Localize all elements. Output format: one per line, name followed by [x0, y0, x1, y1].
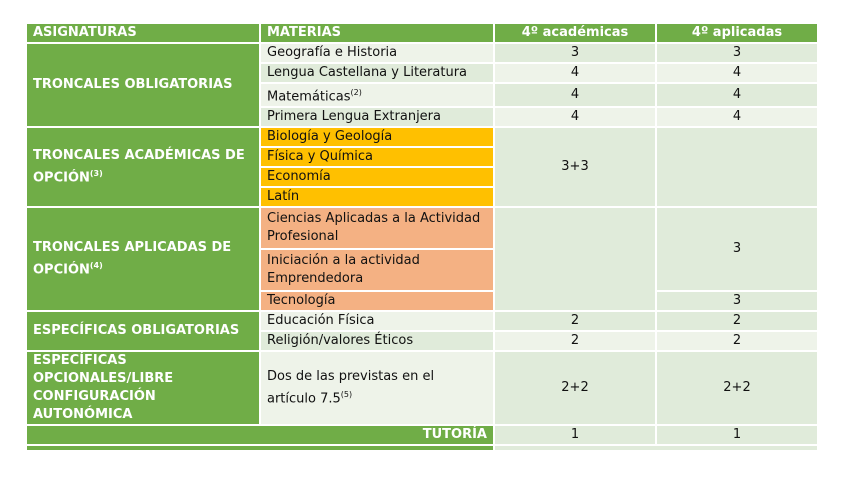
table-row [26, 351, 818, 425]
subject-matematicas [260, 83, 494, 107]
header-academicas: 4º académicas [494, 23, 656, 43]
group-troncales-aplicadas-label: TRONCALES APLICADAS DE OPCIÓN [33, 240, 232, 278]
subject-ciencias-aplicadas: Ciencias Aplicadas a la Actividad Profesional [260, 207, 494, 249]
value-primera-lengua-academicas: 4 [494, 107, 656, 127]
table-row [26, 127, 818, 147]
group-troncales-academicas-label: TRONCALES ACADÉMICAS DE OPCIÓN [33, 148, 245, 186]
value-geografia-academicas: 3 [494, 43, 656, 63]
value-lengua-academicas: 4 [494, 63, 656, 83]
value-academicas-opcion: 3+3 [494, 127, 656, 207]
value-matematicas-academicas: 4 [494, 83, 656, 107]
value-tecnologia-aplicadas: 3 [656, 291, 818, 311]
header-asignaturas: ASIGNATURAS [26, 23, 260, 43]
table-row [26, 207, 818, 249]
footnote-marker: (4) [89, 261, 103, 271]
value-academicas-opcion-aplicadas-empty [656, 127, 818, 207]
value-geografia-aplicadas: 3 [656, 43, 818, 63]
subject-latin: Latín [260, 187, 494, 207]
subject-primera-lengua: Primera Lengua Extranjera [260, 107, 494, 127]
header-aplicadas: 4º aplicadas [656, 23, 818, 43]
table-row [26, 445, 818, 451]
subjects-table [25, 22, 819, 452]
group-especificas-obligatorias: ESPECÍFICAS OBLIGATORIAS [26, 311, 260, 351]
subject-dos-previstas [260, 351, 494, 425]
subject-religion: Religión/valores Éticos [260, 331, 494, 351]
footnote-marker: (3) [89, 169, 103, 179]
table-row [26, 43, 818, 63]
subject-geografia: Geografía e Historia [260, 43, 494, 63]
value-tutoria-academicas: 1 [494, 425, 656, 445]
subject-dos-previstas-label: Dos de las previstas en el artículo 7.5 [267, 369, 435, 407]
footer-strip-right [494, 445, 818, 451]
table-row [26, 311, 818, 331]
footnote-marker: (2) [350, 88, 362, 97]
header-row [26, 23, 818, 43]
value-opcionales-aplicadas: 2+2 [656, 351, 818, 425]
group-especificas-opcionales: ESPECÍFICAS OPCIONALES/LIBRE CONFIGURACIÓN AUTONÓMICA [26, 351, 260, 425]
value-educacion-fisica-academicas: 2 [494, 311, 656, 331]
subject-fisica: Física y Química [260, 147, 494, 167]
value-primera-lengua-aplicadas: 4 [656, 107, 818, 127]
subject-lengua: Lengua Castellana y Literatura [260, 63, 494, 83]
value-lengua-aplicadas: 4 [656, 63, 818, 83]
group-troncales-academicas [26, 127, 260, 207]
header-materias: MATERIAS [260, 23, 494, 43]
subject-economia: Economía [260, 167, 494, 187]
subject-matematicas-label: Matemáticas [267, 89, 351, 105]
value-tutoria-aplicadas: 1 [656, 425, 818, 445]
subject-tecnologia: Tecnología [260, 291, 494, 311]
subject-biologia: Biología y Geología [260, 127, 494, 147]
footer-strip [26, 445, 494, 451]
subject-iniciacion: Iniciación a la actividad Emprendedora [260, 249, 494, 291]
footnote-marker: (5) [340, 390, 353, 400]
value-aplicadas-opcion: 3 [656, 207, 818, 291]
group-troncales-aplicadas [26, 207, 260, 311]
value-aplicadas-opcion-academicas-empty [494, 207, 656, 311]
group-troncales-obligatorias: TRONCALES OBLIGATORIAS [26, 43, 260, 127]
value-religion-academicas: 2 [494, 331, 656, 351]
subject-educacion-fisica: Educación Física [260, 311, 494, 331]
table-row [26, 425, 818, 445]
value-religion-aplicadas: 2 [656, 331, 818, 351]
value-opcionales-academicas: 2+2 [494, 351, 656, 425]
value-educacion-fisica-aplicadas: 2 [656, 311, 818, 331]
group-tutoria: TUTORÍA [26, 425, 494, 445]
value-matematicas-aplicadas: 4 [656, 83, 818, 107]
